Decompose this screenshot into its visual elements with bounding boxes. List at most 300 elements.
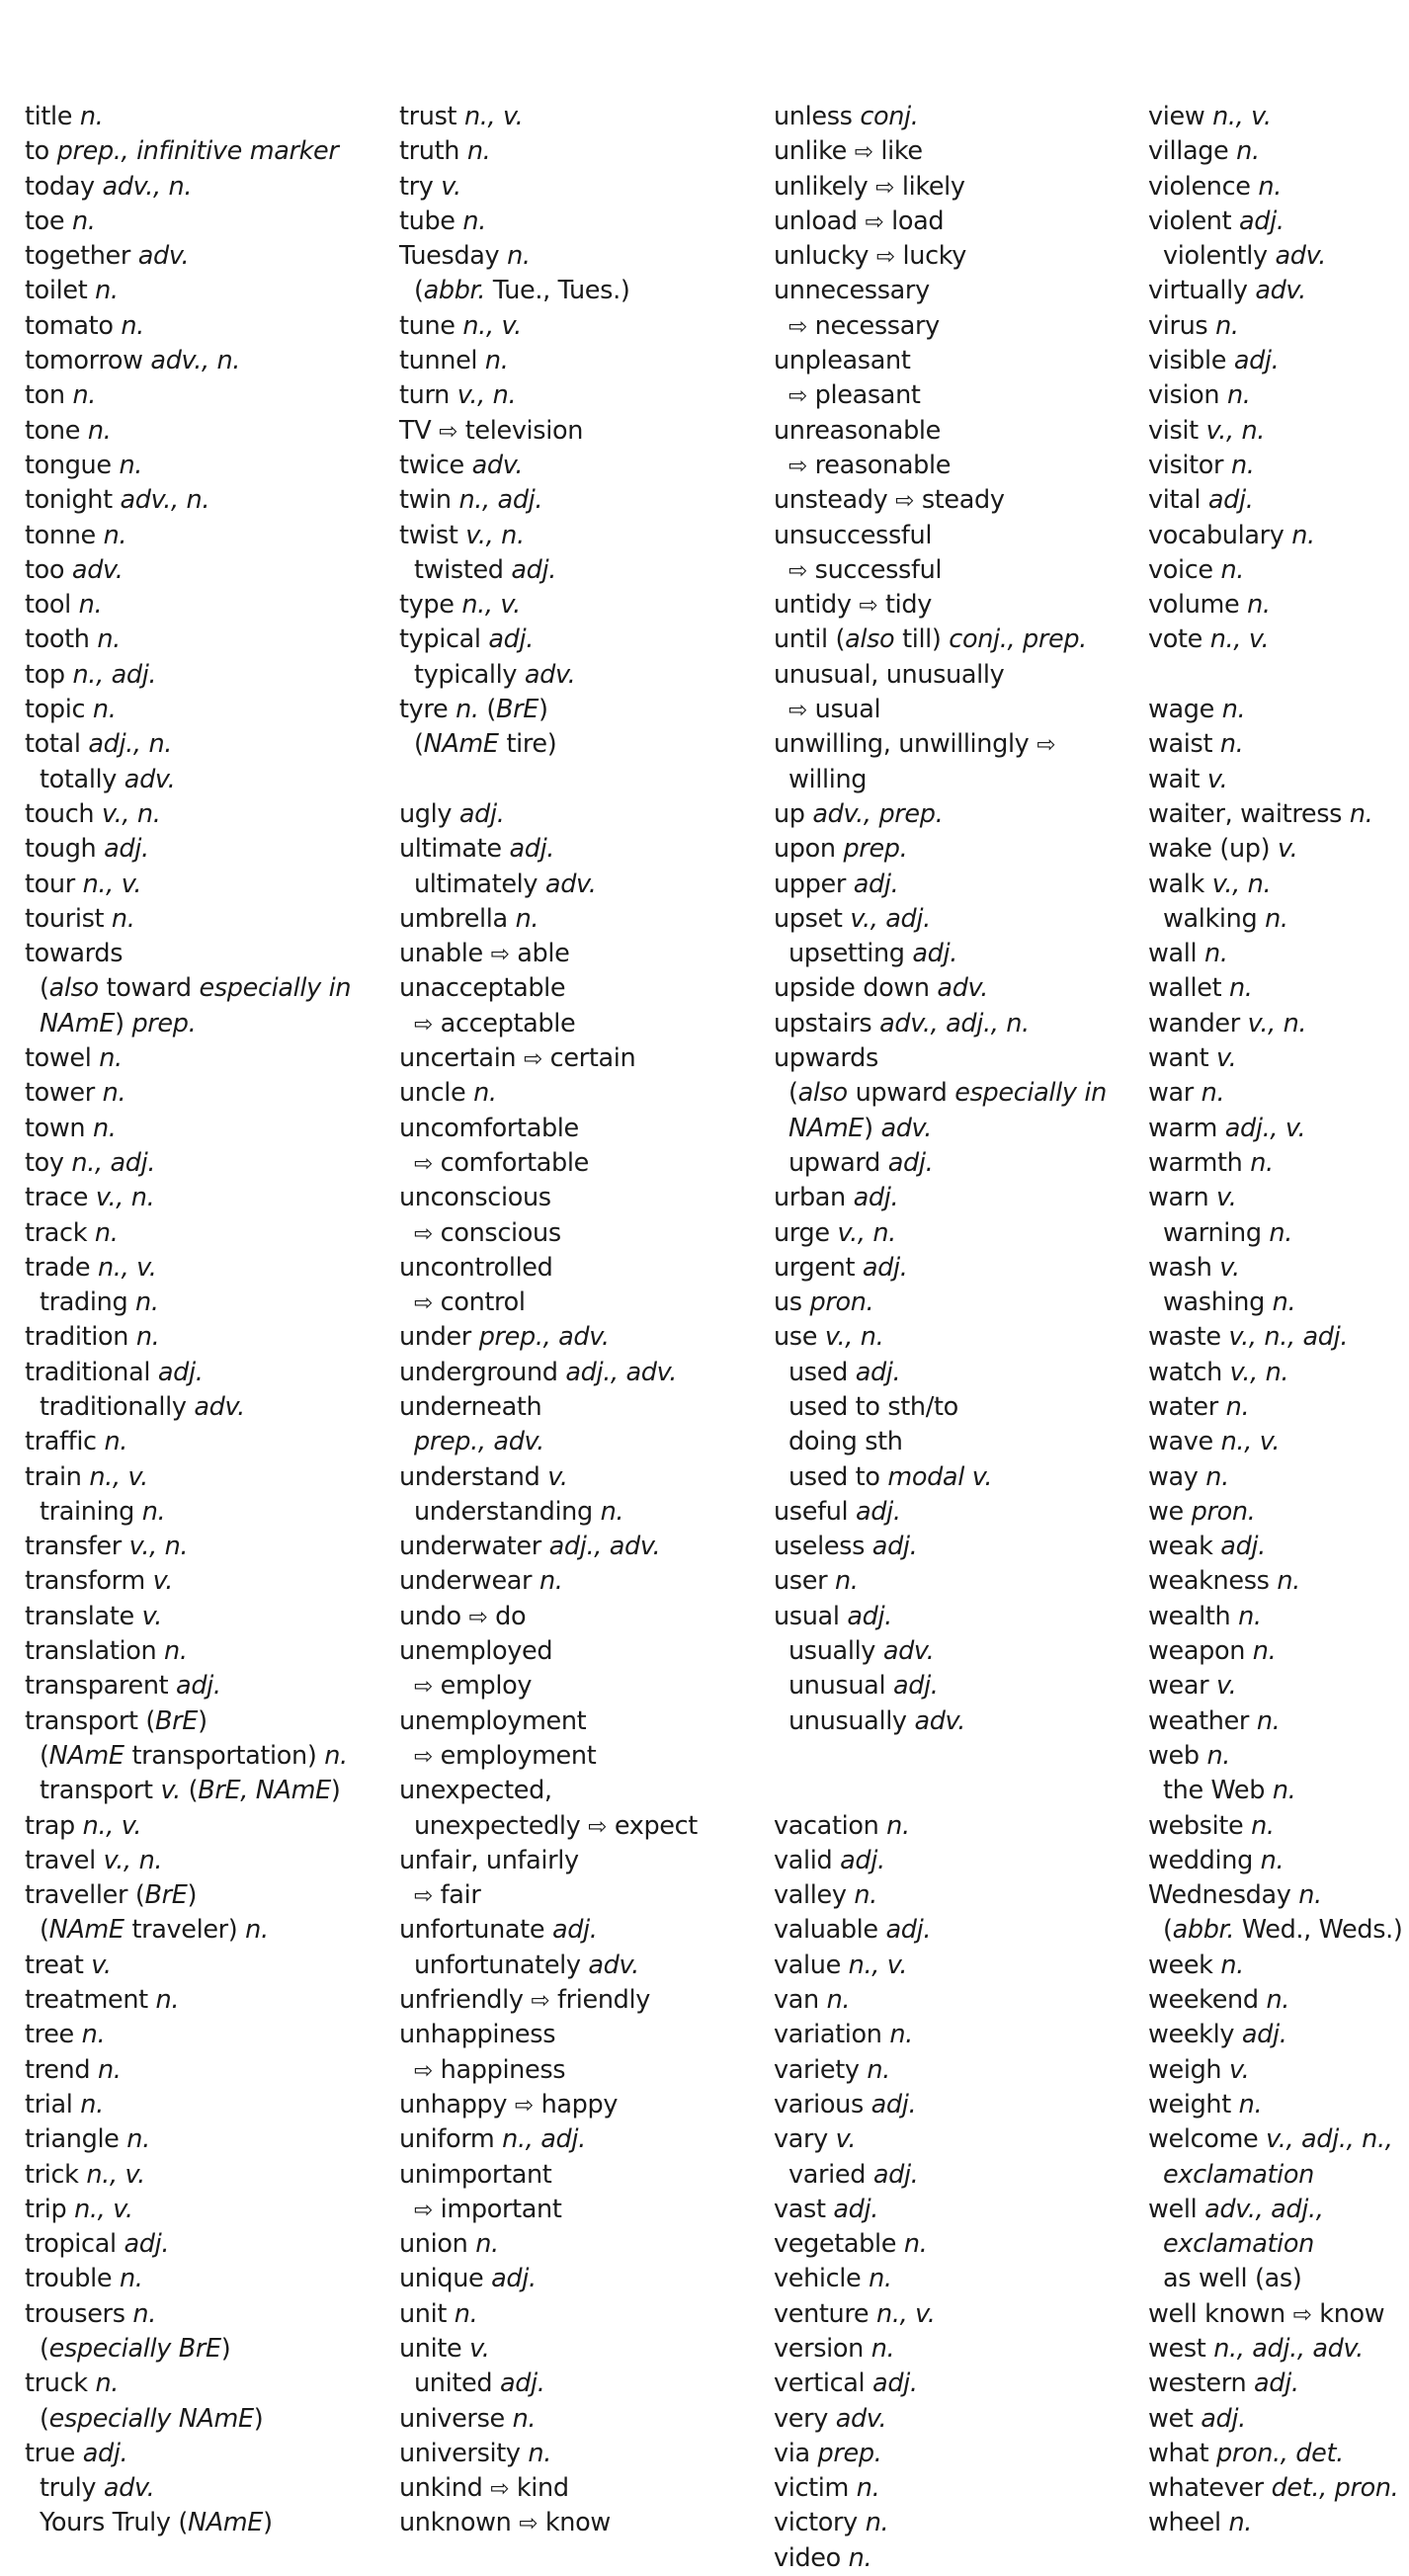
cross-reference-arrow-icon: ⇨ [788,453,807,479]
entry-text: waste [1148,1322,1229,1353]
entry-text: trousers [25,2298,133,2329]
entry-text: user [774,1566,835,1597]
sub-entry [1148,2227,1403,2262]
entry-text: weakness [1148,1566,1278,1597]
headword-entry [1148,1949,1403,1983]
cross-reference-arrow-icon: ⇨ [875,244,895,271]
part-of-speech-label: adj. [176,1671,221,1702]
part-of-speech-label: adj. [1220,1532,1266,1562]
headword-entry [774,1320,1107,1355]
part-of-speech-label: especially in [954,1078,1107,1109]
entry-text: tube [399,206,463,236]
entry-text: trap [25,1810,83,1841]
headword-entry [399,1076,698,1111]
entry-text: uncertain [399,1043,524,1074]
entry-text: value [774,1950,849,1980]
entry-text: toy [25,1147,72,1178]
headword-entry [399,2088,698,2122]
part-of-speech-label: v., n. [1247,1008,1307,1039]
part-of-speech-label: BrE [496,695,539,725]
entry-text: tidy [877,590,932,621]
part-of-speech-label: n. [72,380,97,411]
part-of-speech-label: v., adj. [850,903,931,934]
entry-text: underwater [399,1532,549,1562]
headword-entry [399,797,698,832]
entry-text: upon [774,834,844,865]
entry-text: unfair, unfairly [399,1845,579,1875]
cross-reference-arrow-icon: ⇨ [524,1046,542,1073]
entry-text: washing [1163,1288,1273,1318]
part-of-speech-label: adj. [157,1357,204,1387]
entry-text: unacceptable [399,973,566,1004]
headword-entry [774,971,1107,1006]
entry-text: vertical [774,2368,873,2399]
entry-text: traveller ( [25,1880,145,1911]
part-of-speech-label: adv. [914,1705,965,1736]
headword-entry [399,1320,698,1355]
entry-text: employment [432,1740,597,1771]
headword-entry [1148,2367,1403,2401]
headword-entry [399,1112,698,1146]
part-of-speech-label: n. [1225,1391,1250,1422]
part-of-speech-label: adv. [882,1636,935,1667]
part-of-speech-label: n. [1250,1147,1274,1178]
part-of-speech-label: pron. [1191,1496,1256,1527]
entry-text: ( [478,695,496,725]
headword-entry [774,2018,1107,2052]
sub-entry [25,1495,351,1530]
headword-entry [774,2332,1107,2367]
headword-entry [25,1600,351,1634]
cross-reference-arrow-icon: ⇨ [519,2511,539,2537]
headword-entry [399,1460,698,1495]
headword-entry [774,1600,1107,1634]
headword-entry [399,100,698,134]
entry-text: the Web [1163,1776,1273,1806]
headword-entry [399,483,698,518]
entry-text: ) [198,1705,207,1736]
part-of-speech-label: n. [97,2054,122,2085]
entry-text: union [399,2229,476,2260]
entry-text: warning [1163,1217,1270,1248]
headword-entry [1148,1844,1403,1878]
headword-entry [25,2053,351,2088]
entry-text: toe [25,206,72,236]
part-of-speech-label: adj. [833,2194,878,2224]
headword-entry [1148,2437,1403,2471]
part-of-speech-label: also [845,624,895,655]
entry-text: weekend [1148,1985,1267,2016]
headword-entry [25,1041,351,1076]
part-of-speech-label: also [48,973,99,1004]
sub-entry [25,2402,351,2437]
cross-reference-arrow-icon: ⇨ [439,418,457,445]
headword-entry [25,100,351,134]
sub-entry [774,763,1107,797]
part-of-speech-label: n. [1252,1636,1277,1667]
cross-reference-arrow-icon: ⇨ [588,1813,608,1840]
headword-entry [1148,1041,1403,1076]
entry-text: what [1148,2438,1216,2468]
part-of-speech-label: adj. [872,2368,918,2399]
sub-entry [399,1739,698,1774]
entry-text: trace [25,1183,96,1213]
entry-text: know [538,2508,611,2538]
entry-text: usually [788,1636,883,1667]
part-of-speech-label: v. [1216,1183,1237,1213]
part-of-speech-label: adj. [847,1601,892,1631]
sub-entry [1148,1216,1403,1251]
entry-text: upstairs [774,1008,880,1039]
entry-text: today [25,171,103,202]
cross-reference-arrow-icon: ⇨ [865,208,884,235]
entry-text: totally [40,764,124,794]
part-of-speech-label: adj. [885,1915,932,1946]
part-of-speech-label: n., adj., adv. [1213,2334,1364,2364]
headword-entry [1148,763,1403,797]
part-of-speech-label: n. [1269,1217,1292,1248]
part-of-speech-label: adj. [871,1532,918,1562]
headword-entry [25,1949,351,1983]
headword-entry [774,1878,1107,1913]
entry-text: tour [25,869,83,899]
part-of-speech-label: n., v. [1212,102,1272,131]
headword-entry [399,1530,698,1564]
entry-text: welcome [1148,2124,1267,2155]
entry-text: vast [774,2194,834,2224]
entry-text: tree [25,2020,82,2050]
headword-entry [25,1112,351,1146]
entry-text: weekly [1148,2020,1242,2050]
part-of-speech-label: n. [1247,590,1271,621]
part-of-speech-label: n. [324,1740,348,1771]
headword-entry [25,1809,351,1844]
part-of-speech-label: adj. [912,939,957,969]
headword-entry [25,1844,351,1878]
entry-text: conscious [432,1217,561,1248]
headword-entry [774,658,1107,693]
part-of-speech-label: n., v. [89,1461,148,1492]
part-of-speech-label: prep., infinitive marker [56,136,339,167]
part-of-speech-label: n. [889,2020,913,2050]
part-of-speech-label: n. [92,1113,117,1143]
entry-text: happiness [432,2054,566,2085]
headword-entry [399,378,698,413]
headword-entry [399,2437,698,2471]
part-of-speech-label: n. [80,2089,104,2119]
entry-text: use [774,1322,825,1353]
headword-entry [1148,2506,1403,2540]
entry-text: uncontrolled [399,1252,553,1283]
entry-text: violent [1148,206,1240,236]
blank-spacer [399,763,698,797]
entry-text: Wednesday [1148,1880,1299,1911]
entry-text: week [1148,1950,1221,1980]
part-of-speech-label: n., adj. [502,2124,586,2155]
entry-text: likely [894,171,965,202]
entry-text: television [457,415,584,446]
part-of-speech-label: v., n. [128,1532,189,1562]
headword-entry [399,134,698,169]
part-of-speech-label: n. [826,1985,851,2016]
part-of-speech-label: n. [79,102,104,131]
entry-text: transportation) [124,1740,325,1771]
sub-entry [399,2053,698,2088]
entry-text: website [1148,1810,1252,1841]
part-of-speech-label: n. [121,310,144,341]
part-of-speech-label: n. [1260,1845,1285,1875]
part-of-speech-label: n. [119,450,143,480]
part-of-speech-label: v., n. [837,1217,896,1248]
headword-entry [1148,274,1403,308]
entry-text: weak [1148,1532,1221,1562]
part-of-speech-label: v. [1278,834,1298,865]
headword-entry [774,2122,1107,2157]
part-of-speech-label: n. [865,2508,889,2538]
headword-entry [25,1983,351,2018]
headword-entry [1148,205,1403,239]
headword-entry [1148,1181,1403,1215]
part-of-speech-label: adv. [1255,276,1306,306]
headword-entry [25,868,351,902]
part-of-speech-label: n. [484,346,509,376]
entry-text: top [25,659,73,690]
part-of-speech-label: v. [469,2334,490,2364]
part-of-speech-label: adv. [137,241,190,272]
entry-text: Wed., Weds.) [1234,1915,1403,1946]
sub-entry [25,2332,351,2367]
part-of-speech-label: adj. [1233,346,1280,376]
sub-entry [399,1878,698,1913]
entry-text: tonight [25,485,121,516]
blank-spacer [774,1739,1107,1774]
part-of-speech-label: n. [81,2020,106,2050]
entry-text: unit [399,2298,455,2329]
headword-entry [25,1076,351,1111]
word-column-3 [774,100,1107,2576]
entry-text: unfortunate [399,1915,552,1946]
sub-entry [1148,239,1403,274]
entry-text: transform [25,1566,153,1597]
sub-entry [399,1007,698,1041]
entry-text: treatment [25,1985,156,2016]
headword-entry [25,2122,351,2157]
headword-entry [25,727,351,762]
headword-entry [1148,2122,1403,2157]
headword-entry [774,1216,1107,1251]
entry-text: vary [774,2124,836,2155]
sub-entry [774,693,1107,727]
entry-text: Tuesday [399,241,508,272]
entry-text: we [1148,1496,1192,1527]
entry-text: transport ( [25,1705,156,1736]
headword-entry [774,2193,1107,2227]
headword-entry [1148,588,1403,623]
entry-text: type [399,590,462,621]
headword-entry [1148,1704,1403,1739]
part-of-speech-label: n. [1238,2089,1263,2119]
entry-text: used to sth/to [788,1391,958,1422]
headword-entry [1148,1564,1403,1599]
entry-text: weight [1148,2089,1239,2119]
part-of-speech-label: n. [903,2229,928,2260]
entry-text: together [25,241,138,272]
part-of-speech-label: adv., prep. [812,798,944,829]
headword-entry [1148,2297,1403,2332]
entry-text: valid [774,1845,841,1875]
headword-entry [1148,1739,1403,1774]
headword-entry [774,2053,1107,2088]
part-of-speech-label: n. [245,1915,269,1946]
headword-entry [774,727,1107,762]
headword-entry [25,1704,351,1739]
entry-text: tunnel [399,346,485,376]
entry-text: to [25,136,57,167]
headword-entry [25,623,351,657]
headword-entry [774,1007,1107,1041]
entry-text: tune [399,310,463,341]
headword-entry [25,588,351,623]
entry-text: trend [25,2054,98,2085]
headword-entry [25,1251,351,1286]
headword-entry [774,1530,1107,1564]
entry-text: weather [1148,1705,1257,1736]
part-of-speech-label: n. [92,695,117,725]
entry-text: ultimately [414,869,545,899]
cross-reference-arrow-icon: ⇨ [414,1883,433,1910]
entry-text: necessary [806,310,940,341]
part-of-speech-label: n., v. [74,2194,133,2224]
part-of-speech-label: n. [141,1496,166,1527]
part-of-speech-label: n. [834,1566,859,1597]
entry-text: virtually [1148,276,1256,306]
part-of-speech-label: n. [507,241,531,272]
blank-spacer [774,1774,1107,1808]
headword-entry [774,868,1107,902]
part-of-speech-label: adv., n. [102,171,193,202]
part-of-speech-label: abbr. [1172,1915,1235,1946]
entry-text: urge [774,1217,838,1248]
entry-text: tradition [25,1322,136,1353]
headword-entry [1148,623,1403,657]
headword-entry [1148,1634,1403,1669]
entry-text: ( [414,276,424,306]
entry-text: track [25,1217,95,1248]
part-of-speech-label: n. [1291,520,1315,550]
headword-entry [1148,971,1403,1006]
entry-text: traditional [25,1357,158,1387]
entry-text: unhappiness [399,2020,556,2050]
part-of-speech-label: n. [1226,380,1251,411]
entry-text: wedding [1148,1845,1261,1875]
headword-entry [774,519,1107,553]
headword-entry [1148,1878,1403,1913]
word-column-1 [25,100,351,2541]
part-of-speech-label: n. [1256,1705,1281,1736]
part-of-speech-label: n. [867,2054,890,2085]
sub-entry [25,971,351,1006]
sub-entry [1148,1286,1403,1320]
sub-entry [25,2471,351,2506]
part-of-speech-label: n. [456,695,479,725]
headword-entry [774,1495,1107,1530]
part-of-speech-label: prep. [817,2438,882,2468]
headword-entry [774,1564,1107,1599]
part-of-speech-label: n., v. [848,1950,908,1980]
entry-text: western [1148,2368,1255,2399]
headword-entry [774,623,1107,657]
part-of-speech-label: adv. [937,973,988,1004]
entry-text: unsteady [774,485,896,516]
entry-text: weigh [1148,2054,1229,2085]
headword-entry [774,2297,1107,2332]
headword-entry [25,1669,351,1703]
headword-entry [25,1181,351,1215]
part-of-speech-label: adv. [1275,241,1327,272]
part-of-speech-label: n. [462,206,486,236]
cross-reference-arrow-icon: ⇨ [788,383,807,410]
headword-entry [774,100,1107,134]
part-of-speech-label: n. [539,1566,563,1597]
part-of-speech-label: adv. [471,450,524,480]
sub-entry [25,1286,351,1320]
entry-text: friendly [549,1985,650,2016]
headword-entry [25,832,351,867]
entry-text: us [774,1288,810,1318]
part-of-speech-label: adv., adj., [1204,2194,1324,2224]
entry-text: weapon [1148,1636,1253,1667]
headword-entry [1148,449,1403,483]
entry-text: trade [25,1252,98,1283]
part-of-speech-label: n. [1204,939,1228,969]
headword-entry [25,2262,351,2296]
headword-entry [774,1286,1107,1320]
entry-text: travel [25,1845,104,1875]
entry-text: urgent [774,1252,863,1283]
part-of-speech-label: n. [1251,1810,1275,1841]
entry-text: van [774,1985,827,2016]
entry-text: wheel [1148,2508,1229,2538]
entry-text: unlikely [774,171,876,202]
headword-entry [1148,1669,1403,1703]
entry-text: visitor [1148,450,1231,480]
entry-text: uniform [399,2124,503,2155]
headword-entry [399,2018,698,2052]
headword-entry [25,449,351,483]
part-of-speech-label: n. [99,1043,123,1074]
entry-text: load [883,206,945,236]
headword-entry [1148,2018,1403,2052]
part-of-speech-label: v., n. [465,520,525,550]
part-of-speech-label: v. [152,1566,174,1597]
part-of-speech-label: n. [1228,2508,1253,2538]
entry-text: able [509,939,570,969]
cross-reference-arrow-icon: ⇨ [895,488,915,515]
headword-entry [1148,134,1403,169]
entry-text: ( [40,1915,49,1946]
entry-text: virus [1148,310,1216,341]
entry-text: pleasant [806,380,921,411]
entry-text: upper [774,869,854,899]
part-of-speech-label: v., n., adj. [1228,1322,1349,1353]
entry-text: upward [847,1078,955,1109]
entry-text: ton [25,380,73,411]
part-of-speech-label: adj. [491,2264,537,2294]
part-of-speech-label: adv., adj., n. [879,1008,1030,1039]
part-of-speech-label: n. [466,136,491,167]
entry-text: turn [399,380,457,411]
headword-entry [774,1983,1107,2018]
